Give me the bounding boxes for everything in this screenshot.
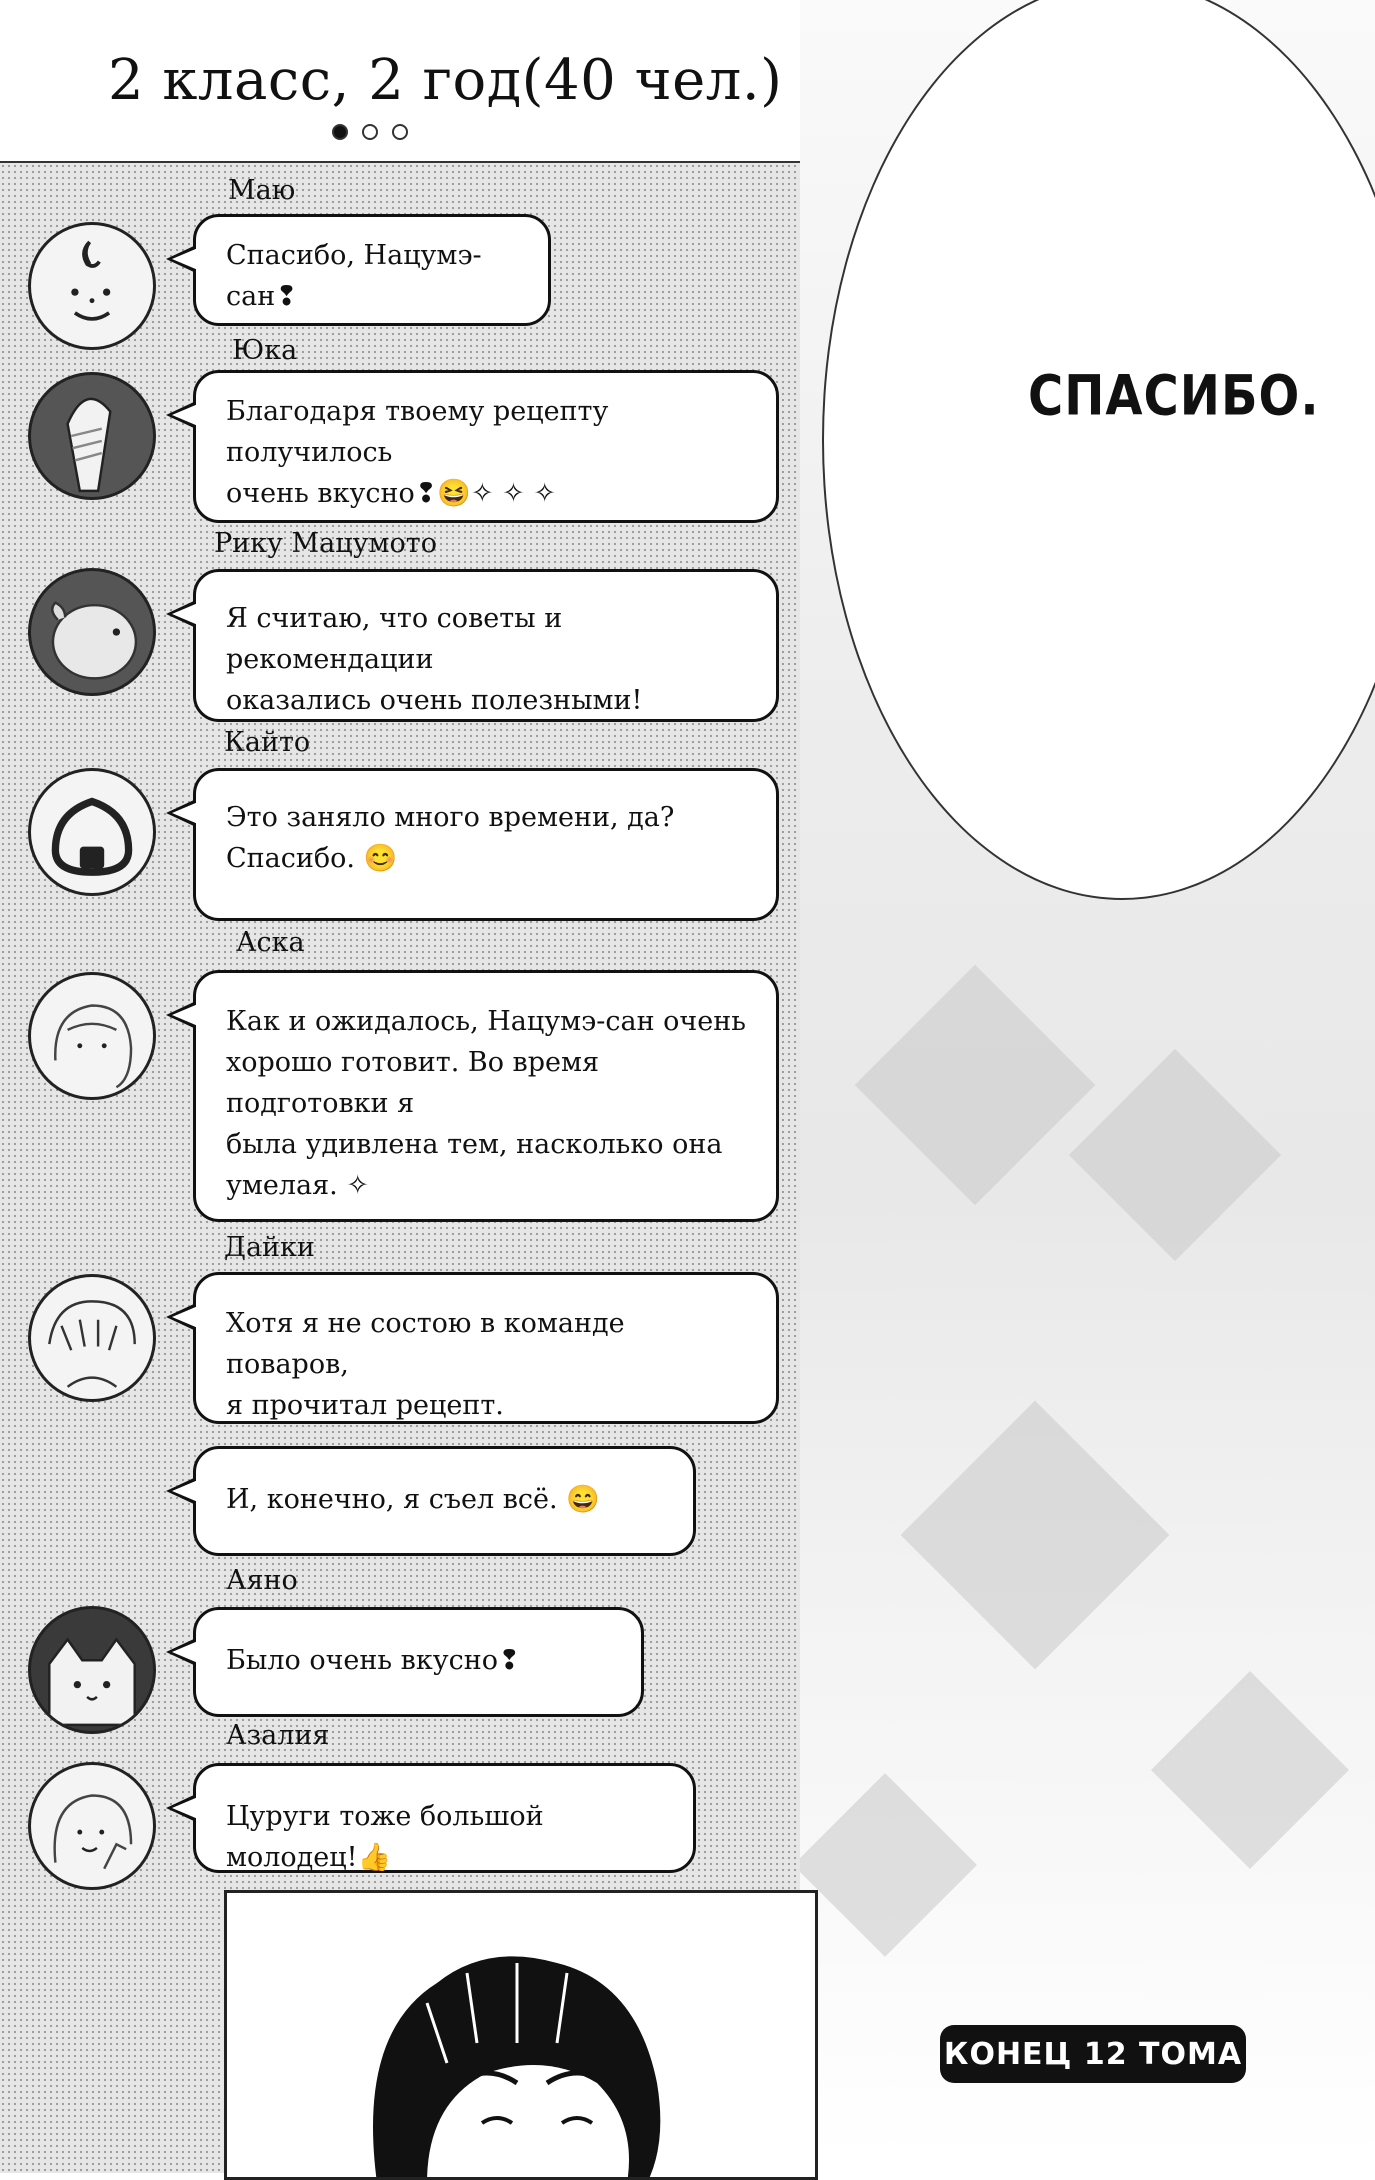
message-line: Это заняло много времени, да? [226, 802, 675, 833]
message-bubble[interactable] [193, 1607, 644, 1717]
boy-portrait-icon[interactable] [28, 1274, 156, 1402]
sender-name: Дайки [224, 1232, 315, 1263]
message-line: И, конечно, я съел всё. 😄 [226, 1484, 600, 1515]
message-bubble[interactable] [193, 214, 551, 326]
volume-end-label: КОНЕЦ 12 ТОМА [940, 2025, 1246, 2083]
message-line: Спасибо. 😊 [226, 843, 398, 874]
page-dot-1[interactable] [332, 124, 348, 140]
message-line: Благодаря твоему рецепту получилось [226, 396, 609, 468]
message-bubble[interactable] [193, 970, 779, 1222]
sender-name: Юка [232, 335, 298, 366]
message-line: очень вкусно❢😆✧ ✧ ✧ [226, 478, 556, 509]
message-line: умелая. ✧ [226, 1170, 369, 1201]
cat-icon[interactable] [28, 1606, 156, 1734]
message-line: Цуруги тоже большой молодец!👍 [226, 1801, 544, 1873]
onigiri-icon[interactable] [28, 768, 156, 896]
sender-name: Рику Мацумото [214, 528, 437, 559]
sender-name: Азалия [226, 1720, 330, 1751]
message-line: я прочитал рецепт. [226, 1390, 504, 1421]
speech-text: СПАСИБО. [1028, 363, 1320, 429]
message-bubble[interactable] [193, 370, 779, 523]
message-line: Было очень вкусно❢ [226, 1645, 521, 1676]
message-bubble[interactable] [193, 1763, 696, 1873]
ice-cream-icon[interactable] [28, 372, 156, 500]
sender-name: Аяно [226, 1565, 298, 1596]
message-line: оказались очень полезными! [226, 685, 643, 716]
sender-name: Кайто [224, 727, 311, 758]
boy-illustration-icon [227, 1893, 818, 2180]
message-line: хорошо готовит. Во время подготовки я [226, 1047, 600, 1119]
girl-waving-icon[interactable] [28, 1762, 156, 1890]
sender-name: Аска [236, 927, 305, 958]
message-line: Спасибо, Нацумэ- [226, 240, 482, 271]
message-line: Как и ожидалось, Нацумэ-сан очень [226, 1006, 746, 1037]
page-indicator[interactable] [332, 124, 408, 140]
message-line: была удивлена тем, насколько она [226, 1129, 723, 1160]
sheep-icon[interactable] [28, 568, 156, 696]
message-bubble[interactable] [193, 768, 779, 921]
message-bubble[interactable] [193, 569, 779, 722]
face-doodle-icon[interactable] [28, 222, 156, 350]
page-dot-2[interactable] [362, 124, 378, 140]
page-dot-3[interactable] [392, 124, 408, 140]
group-chat-title: 2 класс, 2 год(40 чел.) [108, 48, 783, 113]
shared-photo[interactable] [224, 1890, 818, 2180]
message-line: Хотя я не состою в команде поваров, [226, 1308, 625, 1380]
message-bubble[interactable] [193, 1446, 696, 1556]
message-line: Я считаю, что советы и рекомендации [226, 603, 563, 675]
girl-portrait-icon[interactable] [28, 972, 156, 1100]
message-bubble[interactable] [193, 1272, 779, 1424]
message-line: сан❢ [226, 281, 298, 312]
sender-name: Маю [228, 175, 296, 206]
